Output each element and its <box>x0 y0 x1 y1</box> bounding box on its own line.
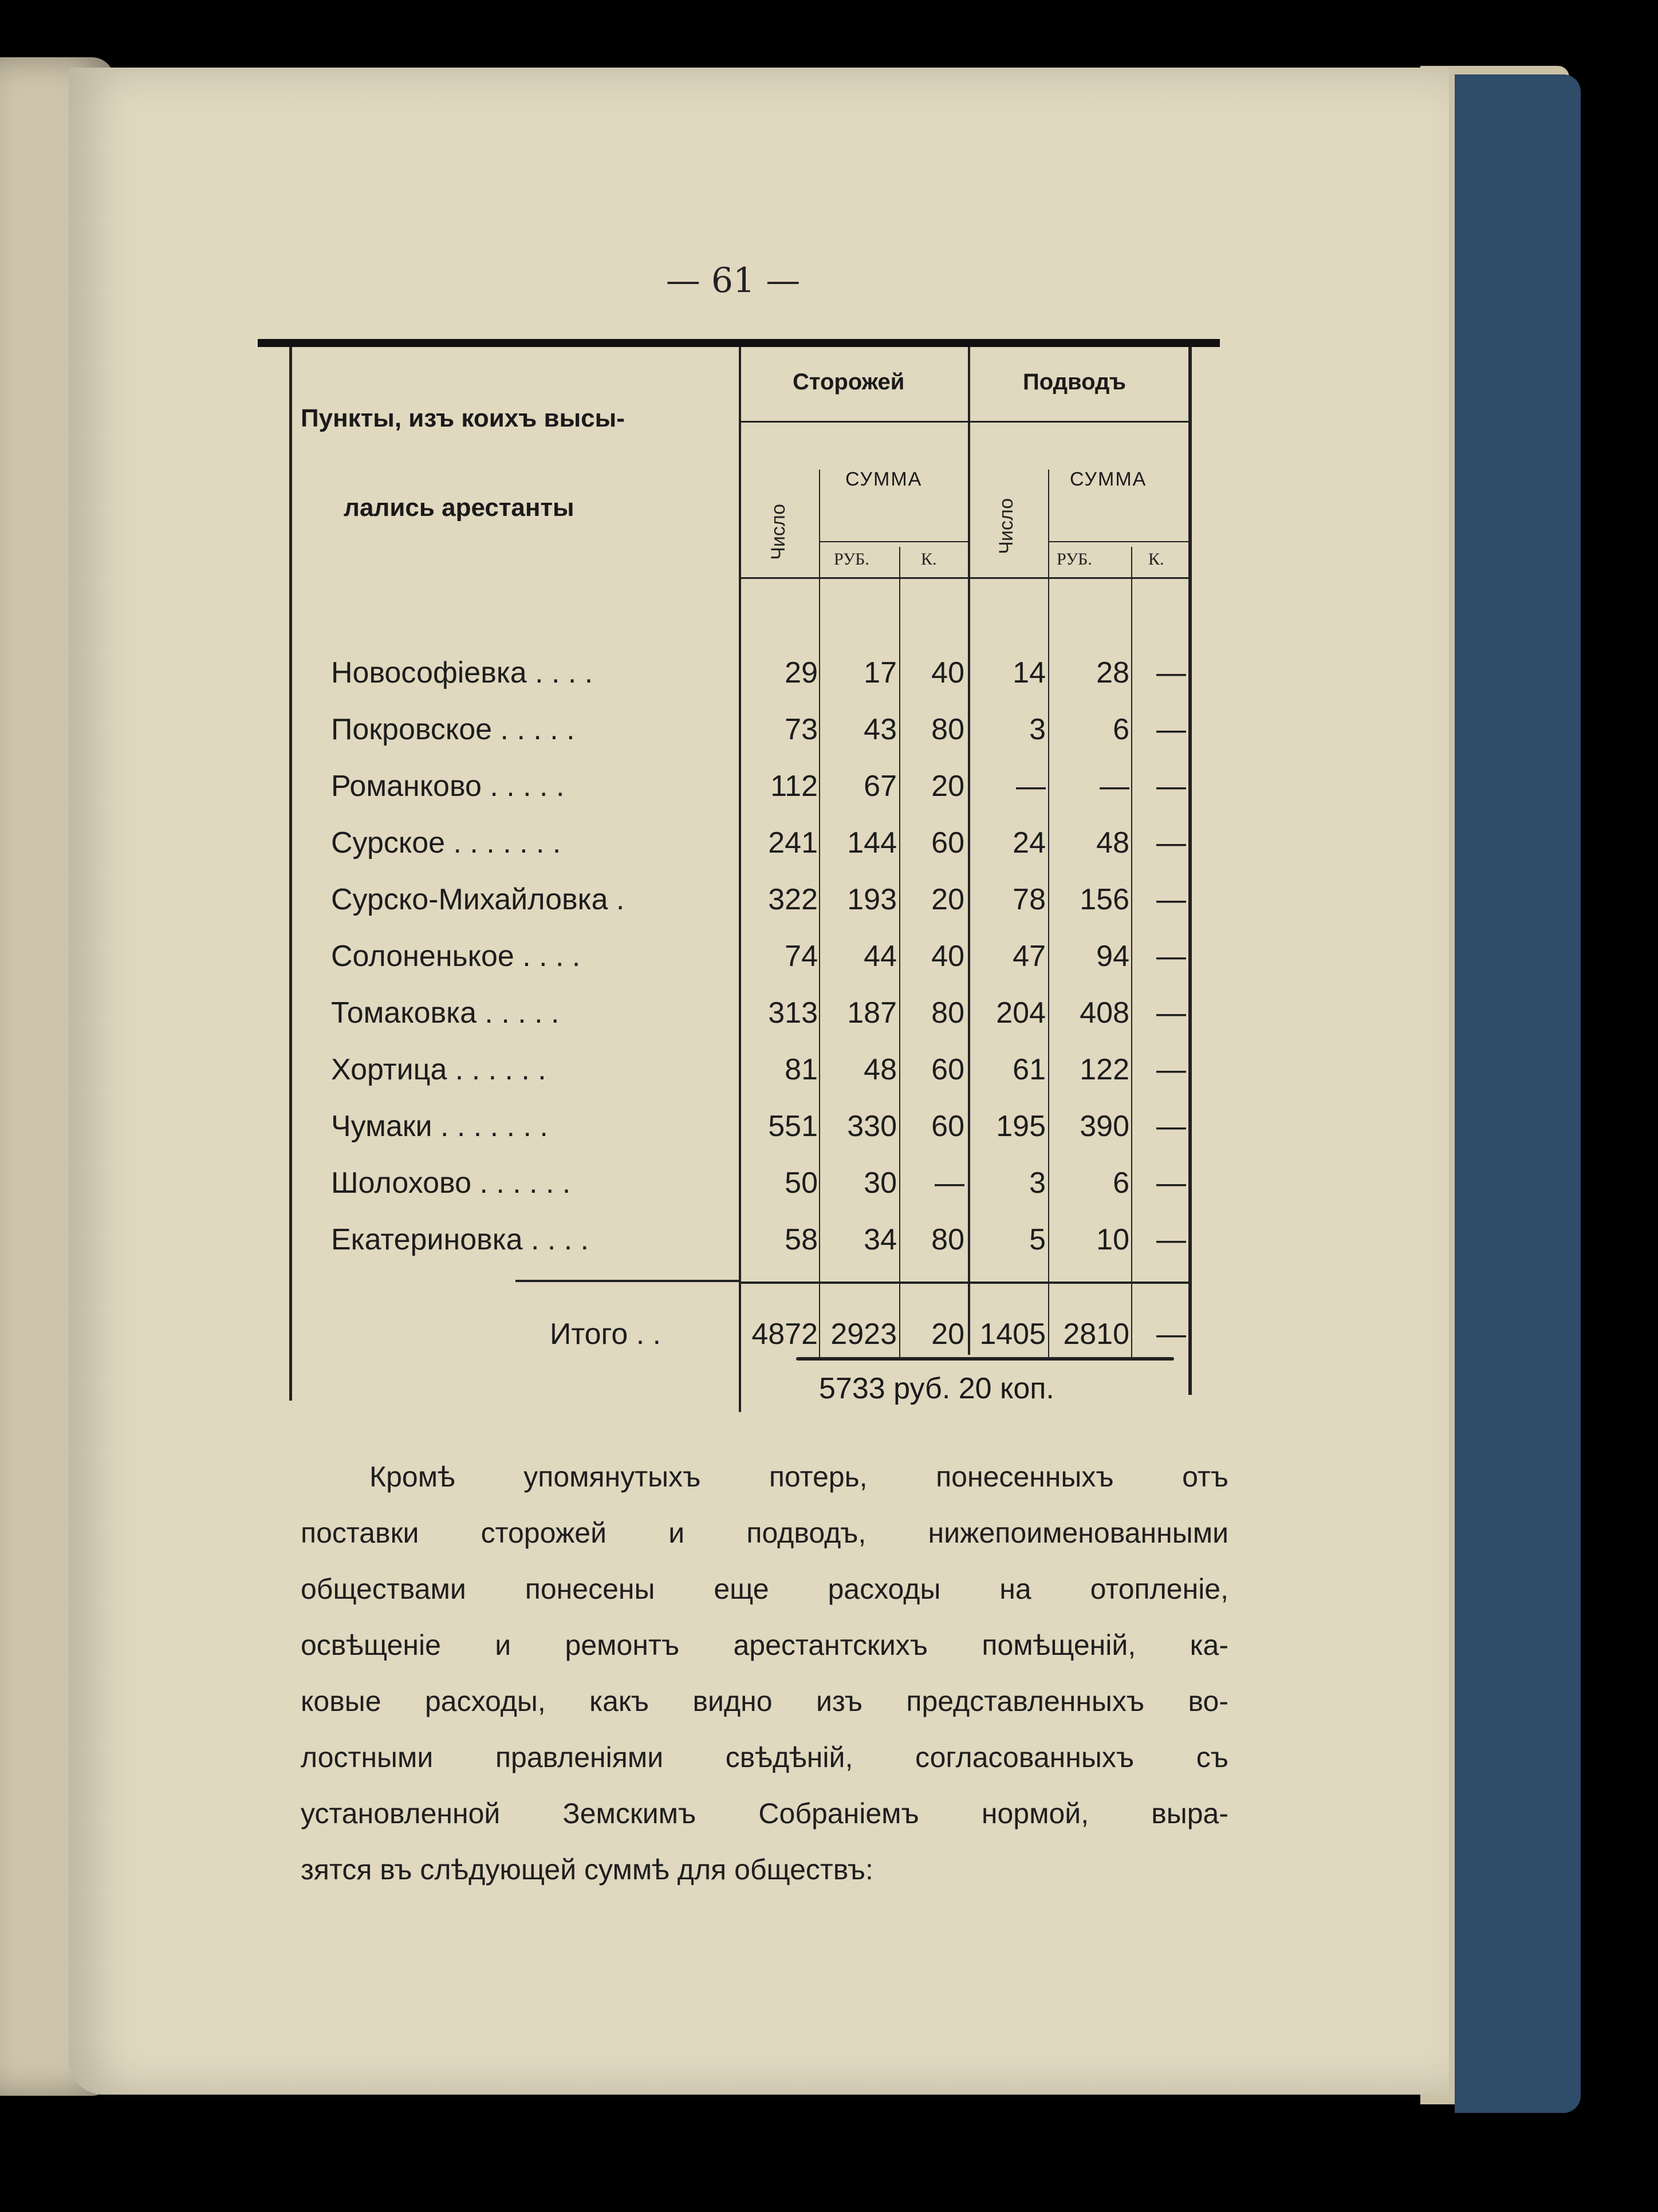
table-row <box>0 656 1658 713</box>
cart-rub-cell: 94 <box>1096 940 1129 973</box>
place-name: Хортица . . . . . . <box>331 1053 546 1086</box>
header-group-rule <box>740 421 1190 423</box>
guard-count-cell: 50 <box>785 1166 818 1200</box>
cart-count-cell: 204 <box>996 996 1046 1030</box>
carts-rub-header: РУБ. <box>1057 550 1092 569</box>
cart-kop-cell: — <box>1156 1053 1186 1086</box>
guard-rub-cell: 144 <box>847 826 897 859</box>
total-label: Итого . . <box>550 1318 661 1351</box>
paragraph-line: освѣщеніе и ремонтъ арестантскихъ помѣщеній, ка- <box>301 1629 1228 1661</box>
cart-count-cell: 3 <box>1029 713 1046 746</box>
total-cart-count: 1405 <box>979 1318 1046 1351</box>
cart-count-cell: 61 <box>1013 1053 1046 1086</box>
table-row <box>0 1109 1658 1166</box>
place-name: Томаковка . . . . . <box>331 996 560 1030</box>
paragraph-line: Кромѣ упомянутыхъ потерь, понесенныхъ отъ <box>369 1461 1228 1493</box>
guard-rub-cell: 44 <box>864 940 897 973</box>
guard-count-cell: 74 <box>785 940 818 973</box>
carts-header: Подводъ <box>1023 369 1127 395</box>
guard-count-cell: 241 <box>768 826 818 859</box>
guard-rub-cell: 330 <box>847 1110 897 1143</box>
carts-sum-header: СУММА <box>1070 468 1147 490</box>
table-row <box>0 882 1658 940</box>
place-name: Новософіевка . . . . <box>331 656 593 689</box>
total-guard-count: 4872 <box>751 1318 818 1351</box>
place-name: Екатериновка . . . . <box>331 1223 589 1256</box>
cart-kop-cell: — <box>1156 656 1186 689</box>
cart-count-cell: 78 <box>1013 883 1046 916</box>
paragraph-line: зятся въ слѣдующей суммѣ для обществъ: <box>301 1854 873 1886</box>
total-guard-kop: 20 <box>931 1318 964 1351</box>
guard-count-cell: 322 <box>768 883 818 916</box>
guard-count-cell: 29 <box>785 656 818 689</box>
guard-kop-cell: 80 <box>931 713 964 746</box>
guard-kop-cell: 40 <box>931 940 964 973</box>
cart-count-cell: 24 <box>1013 826 1046 859</box>
cart-kop-cell: — <box>1156 996 1186 1030</box>
guard-kop-cell: 60 <box>931 1110 964 1143</box>
table-row <box>0 1166 1658 1223</box>
cart-kop-cell: — <box>1156 940 1186 973</box>
total-rule-right <box>740 1282 1190 1284</box>
cart-rub-cell: 6 <box>1113 1166 1129 1200</box>
guard-rub-cell: 187 <box>847 996 897 1030</box>
place-name: Чумаки . . . . . . . <box>331 1110 548 1143</box>
guard-rub-cell: 43 <box>864 713 897 746</box>
guard-count-cell: 112 <box>770 770 818 803</box>
paragraph-line: поставки сторожей и подводъ, нижепоименованными <box>301 1517 1228 1549</box>
cart-count-cell: 3 <box>1029 1166 1046 1200</box>
table-top-rule <box>258 339 1220 347</box>
guard-rub-cell: 48 <box>864 1053 897 1086</box>
cart-kop-cell: — <box>1156 713 1186 746</box>
carts-kop-header: К. <box>1148 550 1164 569</box>
cart-kop-cell: — <box>1156 1166 1186 1200</box>
paragraph-line: ковые расходы, какъ видно изъ представленныхъ во- <box>301 1685 1228 1717</box>
guard-kop-cell: 20 <box>931 883 964 916</box>
cart-rub-cell: — <box>1100 770 1129 803</box>
place-name: Романково . . . . . <box>331 770 565 803</box>
guard-count-cell: 81 <box>785 1053 818 1086</box>
cart-rub-cell: 156 <box>1080 883 1129 916</box>
table-row <box>0 1052 1658 1110</box>
guard-kop-cell: 60 <box>931 826 964 859</box>
cart-rub-cell: 28 <box>1096 656 1129 689</box>
guard-rub-cell: 193 <box>847 883 897 916</box>
cart-kop-cell: — <box>1156 770 1186 803</box>
guard-kop-cell: — <box>935 1166 964 1200</box>
place-name: Солоненькое . . . . <box>331 940 581 973</box>
cart-rub-cell: 48 <box>1096 826 1129 859</box>
cart-kop-cell: — <box>1156 883 1186 916</box>
paragraph-line: обществами понесены еще расходы на отопленіе, <box>301 1573 1228 1605</box>
guard-rub-cell: 67 <box>864 770 897 803</box>
cart-count-cell: 195 <box>996 1110 1046 1143</box>
table-row <box>0 1223 1658 1280</box>
cart-kop-cell: — <box>1156 1223 1186 1256</box>
table-row <box>0 769 1658 826</box>
cart-rub-cell: 122 <box>1080 1053 1129 1086</box>
cart-kop-cell: — <box>1156 1110 1186 1143</box>
guard-kop-cell: 80 <box>931 996 964 1030</box>
places-header-line2: лались арестанты <box>344 494 574 522</box>
sum-rule-cart <box>1048 541 1188 542</box>
cart-count-cell: 47 <box>1013 940 1046 973</box>
total-row <box>0 1317 1658 1374</box>
guards-header: Сторожей <box>793 369 905 395</box>
paragraph-line: установленной Земскимъ Собраніемъ нормой, выра- <box>301 1797 1228 1829</box>
guard-count-cell: 551 <box>768 1110 818 1143</box>
guard-count-cell: 313 <box>768 996 818 1030</box>
header-bottom-rule <box>740 577 1190 579</box>
guards-count-header: Число <box>767 504 789 560</box>
cart-rub-cell: 408 <box>1080 996 1129 1030</box>
cart-rub-cell: 10 <box>1096 1223 1129 1256</box>
place-name: Сурское . . . . . . . <box>331 826 561 859</box>
page-number: — 61 — <box>665 261 801 301</box>
total-cart-kop: — <box>1156 1318 1186 1351</box>
place-name: Шолохово . . . . . . <box>331 1166 571 1200</box>
cart-rub-cell: 390 <box>1080 1110 1129 1143</box>
table-row <box>0 826 1658 883</box>
place-name: Покровское . . . . . <box>331 713 575 746</box>
guard-rub-cell: 34 <box>864 1223 897 1256</box>
cart-count-cell: — <box>1016 770 1046 803</box>
total-guard-rub: 2923 <box>830 1318 897 1351</box>
paragraph-line: лостными правленіями свѣдѣній, согласованныхъ съ <box>301 1741 1228 1773</box>
guards-kop-header: К. <box>921 550 937 569</box>
cart-kop-cell: — <box>1156 826 1186 859</box>
grand-total: 5733 руб. 20 коп. <box>819 1372 1054 1405</box>
guard-kop-cell: 80 <box>931 1223 964 1256</box>
guard-count-cell: 73 <box>785 713 818 746</box>
table-row <box>0 712 1658 770</box>
total-cart-rub: 2810 <box>1063 1318 1129 1351</box>
sum-rule-guard <box>819 541 968 542</box>
cart-count-cell: 14 <box>1013 656 1046 689</box>
guard-kop-cell: 40 <box>931 656 964 689</box>
cart-count-cell: 5 <box>1029 1223 1046 1256</box>
guard-kop-cell: 60 <box>931 1053 964 1086</box>
guard-rub-cell: 17 <box>864 656 897 689</box>
carts-count-header: Число <box>995 498 1017 554</box>
places-header-line1: Пункты, изъ коихъ высы- <box>301 404 625 432</box>
table-row <box>0 939 1658 996</box>
place-name: Сурско-Михайловка . <box>331 883 625 916</box>
guards-sum-header: СУММА <box>845 468 923 490</box>
body-paragraph <box>301 1449 1228 1898</box>
guard-rub-cell: 30 <box>864 1166 897 1200</box>
table-row <box>0 996 1658 1053</box>
cart-rub-cell: 6 <box>1113 713 1129 746</box>
guards-rub-header: РУБ. <box>834 550 869 569</box>
guard-kop-cell: 20 <box>931 770 964 803</box>
guard-count-cell: 58 <box>785 1223 818 1256</box>
total-rule-left <box>515 1280 740 1282</box>
